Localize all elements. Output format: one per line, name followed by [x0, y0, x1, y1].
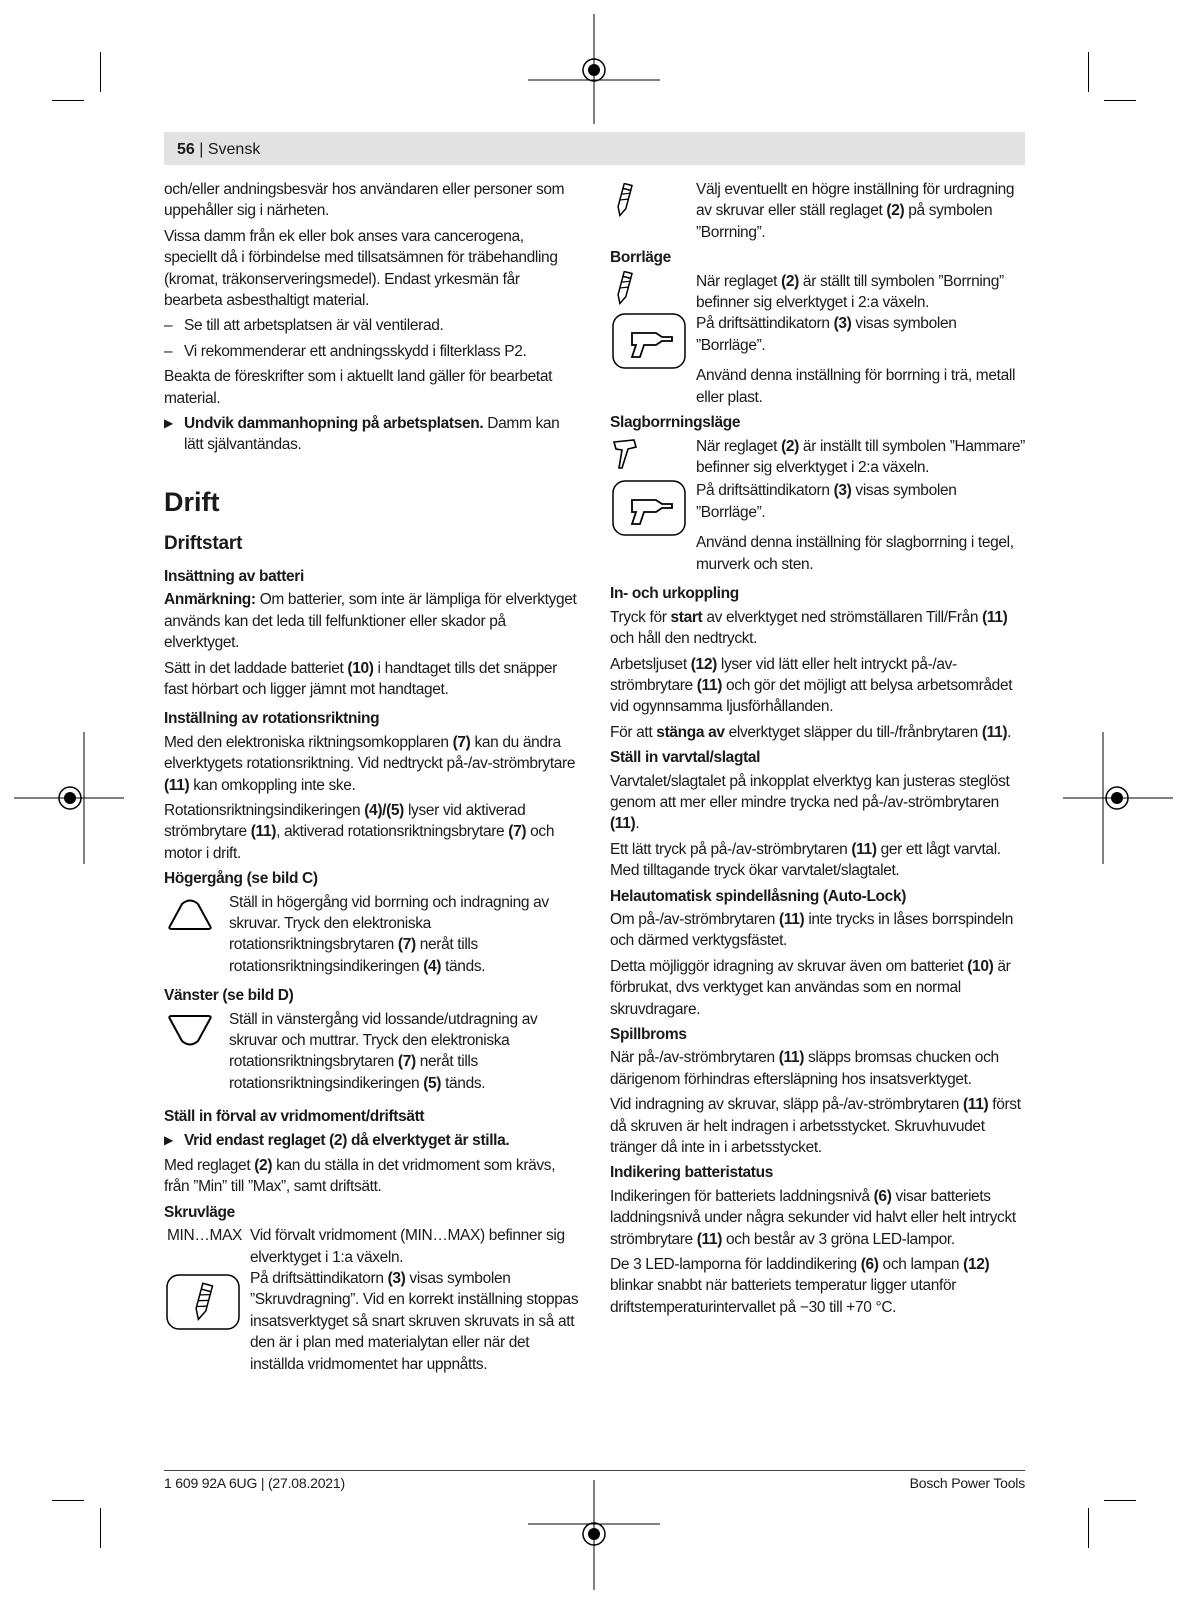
- page-number: 56: [177, 141, 195, 158]
- left-column: [164, 179, 579, 1375]
- crop-mark: [1104, 100, 1136, 101]
- screw-icon: [166, 1274, 240, 1330]
- heading: Inställning av rotationsriktning: [164, 710, 380, 728]
- crop-mark: [52, 100, 84, 101]
- crop-mark: [100, 52, 101, 92]
- header-bar: [164, 132, 1025, 165]
- drill-bit-icon: [612, 271, 636, 305]
- drill-mode-icon: [612, 313, 686, 369]
- paragraph: Rotationsriktningsindikeringen (4)/(5) lyser vid aktiverad strömbrytare (11), aktiverad rotationsriktningsbrytare (7) och motor i drift.: [164, 801, 555, 862]
- triangle-bullet-icon: ▶: [164, 1132, 173, 1147]
- section-title: Drift: [164, 486, 220, 517]
- heading: Slagborrningsläge: [610, 414, 741, 432]
- left-rotation-block: Ställ in vänstergång vid lossande/utdragning av skruvar och muttrar. Tryck den elektroniska rotationsriktningsbrytaren (7) neråt tills rotationsriktningsindikeringen (5) tänds.: [164, 1009, 579, 1095]
- screw-high-block: Välj eventuellt en högre inställning för urdragning av skruvar eller ställ reglaget (2) på symbolen ”Borrning”.: [610, 179, 1025, 243]
- triangle-bullet-icon: ▶: [164, 416, 173, 431]
- crop-mark: [100, 1508, 101, 1548]
- crop-mark: [1104, 1500, 1136, 1501]
- rotate-left-icon: [166, 1013, 214, 1047]
- screw-icon: [612, 183, 636, 217]
- heading: Ställ in varvtal/slagtal: [610, 749, 761, 767]
- header-language: Svensk: [207, 141, 261, 158]
- heading: Högergång (se bild C): [164, 870, 318, 888]
- paragraph: Arbetsljuset (12) lyser vid lätt eller helt intryckt på-/av-strömbrytare (11) och gör det möjligt att belysa arbetsområdet vid ogynnsamma ljusförhållanden.: [610, 655, 1013, 716]
- heading: In- och urkoppling: [610, 585, 739, 603]
- paragraph: Beakta de föreskrifter som i aktuellt land gäller för bearbetat material.: [164, 368, 553, 407]
- paragraph: Med den elektroniska riktningsomkopplaren (7) kan du ändra elverktygets rotationsriktning. Vid nedtryckt på-/av-strömbrytare (11) kan omkoppling inte ske.: [164, 733, 576, 794]
- paragraph: Indikeringen för batteriets laddningsnivå (6) visar batteriets laddningsnivå under några sekunder vid halvt eller helt intryckt strömbrytare (11) och består av 3 gröna LED-lampor.: [610, 1187, 1016, 1248]
- paragraph: Anmärkning: Om batterier, som inte är lämpliga för elverktyget används kan det leda till felfunktioner eller skador på elverktyget.: [164, 591, 577, 652]
- heading: Vänster (se bild D): [164, 987, 294, 1005]
- right-column: [610, 179, 1025, 1322]
- warning-item: ▶ Undvik dammanhopning på arbetsplatsen. Damm kan lätt självantändas.: [164, 415, 560, 454]
- footer-doc-id: 1 609 92A 6UG | (27.08.2021): [164, 1475, 345, 1491]
- paragraph: Sätt in det laddade batteriet (10) i handtaget tills det snäpper fast hörbart och ligger jämnt mot handtaget.: [164, 659, 557, 698]
- crop-mark: [52, 1500, 84, 1501]
- registration-mark-icon: [528, 14, 660, 124]
- hammer-indicator-block: På driftsättindikatorn (3) visas symbolen ”Borrläge”.: [610, 480, 1025, 532]
- heading: Indikering batteristatus: [610, 1164, 773, 1182]
- paragraph: Tryck för start av elverktyget ned strömställaren Till/Från (11) och håll den nedtryckt.: [610, 608, 1008, 648]
- footer-brand: Bosch Power Tools: [909, 1475, 1025, 1491]
- dash-item: – Vi rekommenderar ett andningsskydd i filterklass P2.: [164, 342, 527, 360]
- paragraph: Använd denna inställning för borrning i trä, metall eller plast.: [696, 367, 1016, 406]
- drill-gear-block: När reglaget (2) är ställt till symbolen ”Borrning” befinner sig elverktyget i 2:a växeln.: [610, 271, 1025, 314]
- heading: Skruvläge: [164, 1203, 235, 1221]
- crop-mark: [1088, 52, 1089, 92]
- registration-mark-icon: [1063, 732, 1173, 864]
- minmax-row: MIN…MAX Vid förvalt vridmoment (MIN…MAX) befinner sig elverktyget i 1:a växeln.: [167, 1227, 565, 1266]
- paragraph: Vid indragning av skruvar, släpp på-/av-strömbrytaren (11) först då skruven är helt indragen i arbetsstycket. Skruvhuvudet tränger då inte in i arbetsstycket.: [610, 1096, 1021, 1157]
- screw-indicator-block: På driftsättindikatorn (3) visas symbolen ”Skruvdragning”. Vid en korrekt inställning stoppas insatsverktyget så snart skruven skruvats in så att den är i plan med materialytan eller när det inställda vridmomentet har uppnåtts.: [164, 1268, 579, 1375]
- paragraph: Varvtalet/slagtalet på inkopplat elverktyg kan justeras steglöst genom att mer eller mindre trycka ned på-/av-strömbrytaren (11).: [610, 772, 1010, 833]
- paragraph: Detta möjliggör idragning av skruvar även om batteriet (10) är förbrukat, dvs verktyget kan användas som en normal skruvdragare.: [610, 957, 1011, 1018]
- dash-item: – Se till att arbetsplatsen är väl ventilerad.: [164, 317, 444, 335]
- paragraph: När på-/av-strömbrytaren (11) släpps bromsas chucken och därigenom förhindras eftersläpning hos insatsverktyget.: [610, 1049, 999, 1088]
- heading: Insättning av batteri: [164, 567, 304, 585]
- drill-mode-icon: [612, 480, 686, 536]
- heading: Ställ in förval av vridmoment/driftsätt: [164, 1108, 425, 1126]
- warning-item: ▶ Vrid endast reglaget (2) då elverktyget är stilla.: [164, 1130, 579, 1151]
- hammer-gear-block: När reglaget (2) är inställt till symbolen ”Hammare” befinner sig elverktyget i 2:a växeln.: [610, 436, 1025, 479]
- hammer-icon: [612, 438, 638, 472]
- heading: Helautomatisk spindellåsning (Auto-Lock): [610, 887, 907, 905]
- minmax-label: MIN…MAX: [167, 1227, 243, 1245]
- rotate-right-icon: [166, 898, 214, 932]
- right-rotation-block: Ställ in högergång vid borrning och indragning av skruvar. Tryck den elektroniska rotationsriktningsbrytaren (7) neråt tills rotationsriktningsindikeringen (4) tänds.: [164, 892, 579, 978]
- paragraph: Om på-/av-strömbrytaren (11) inte trycks in låses borrspindeln och därmed verktygsfästet.: [610, 910, 1014, 950]
- subsection-title: Driftstart: [164, 532, 243, 554]
- paragraph: och/eller andningsbesvär hos användaren eller personer som uppehåller sig i närheten.: [164, 181, 565, 220]
- paragraph: Vissa damm från ek eller bok anses vara cancerogena, speciellt då i förbindelse med tillsatsämnen för träbehandling (kromat, träkonserveringsmedel). Endast yrkesmän får bearbeta asbesthaltigt material.: [164, 227, 558, 310]
- paragraph: Med reglaget (2) kan du ställa in det vridmoment som krävs, från ”Min” till ”Max”, samt driftsätt.: [164, 1157, 556, 1196]
- registration-mark-icon: [528, 1480, 660, 1590]
- heading: Borrläge: [610, 249, 671, 267]
- paragraph: Ett lätt tryck på på-/av-strömbrytaren (11) ger ett lågt varvtal. Med tilltagande tryck ökar varvtalet/slagtalet.: [610, 840, 1001, 880]
- footer-rule: [164, 1470, 1025, 1471]
- heading: Spillbroms: [610, 1026, 687, 1043]
- registration-mark-icon: [14, 732, 124, 864]
- paragraph: För att stänga av elverktyget släpper du till-/frånbrytaren (11).: [610, 723, 1012, 741]
- paragraph: De 3 LED-lamporna för laddindikering (6) och lampan (12) blinkar snabbt när batteriets temperatur ligger utanför driftstemperaturintervallet på −30 till +70 °C.: [610, 1256, 990, 1316]
- page-header: 56 | Svensk: [177, 141, 261, 158]
- crop-mark: [1088, 1508, 1089, 1548]
- drill-indicator-block: På driftsättindikatorn (3) visas symbolen ”Borrläge”.: [610, 313, 1025, 365]
- paragraph: Använd denna inställning för slagborrning i tegel, murverk och sten.: [696, 534, 1014, 573]
